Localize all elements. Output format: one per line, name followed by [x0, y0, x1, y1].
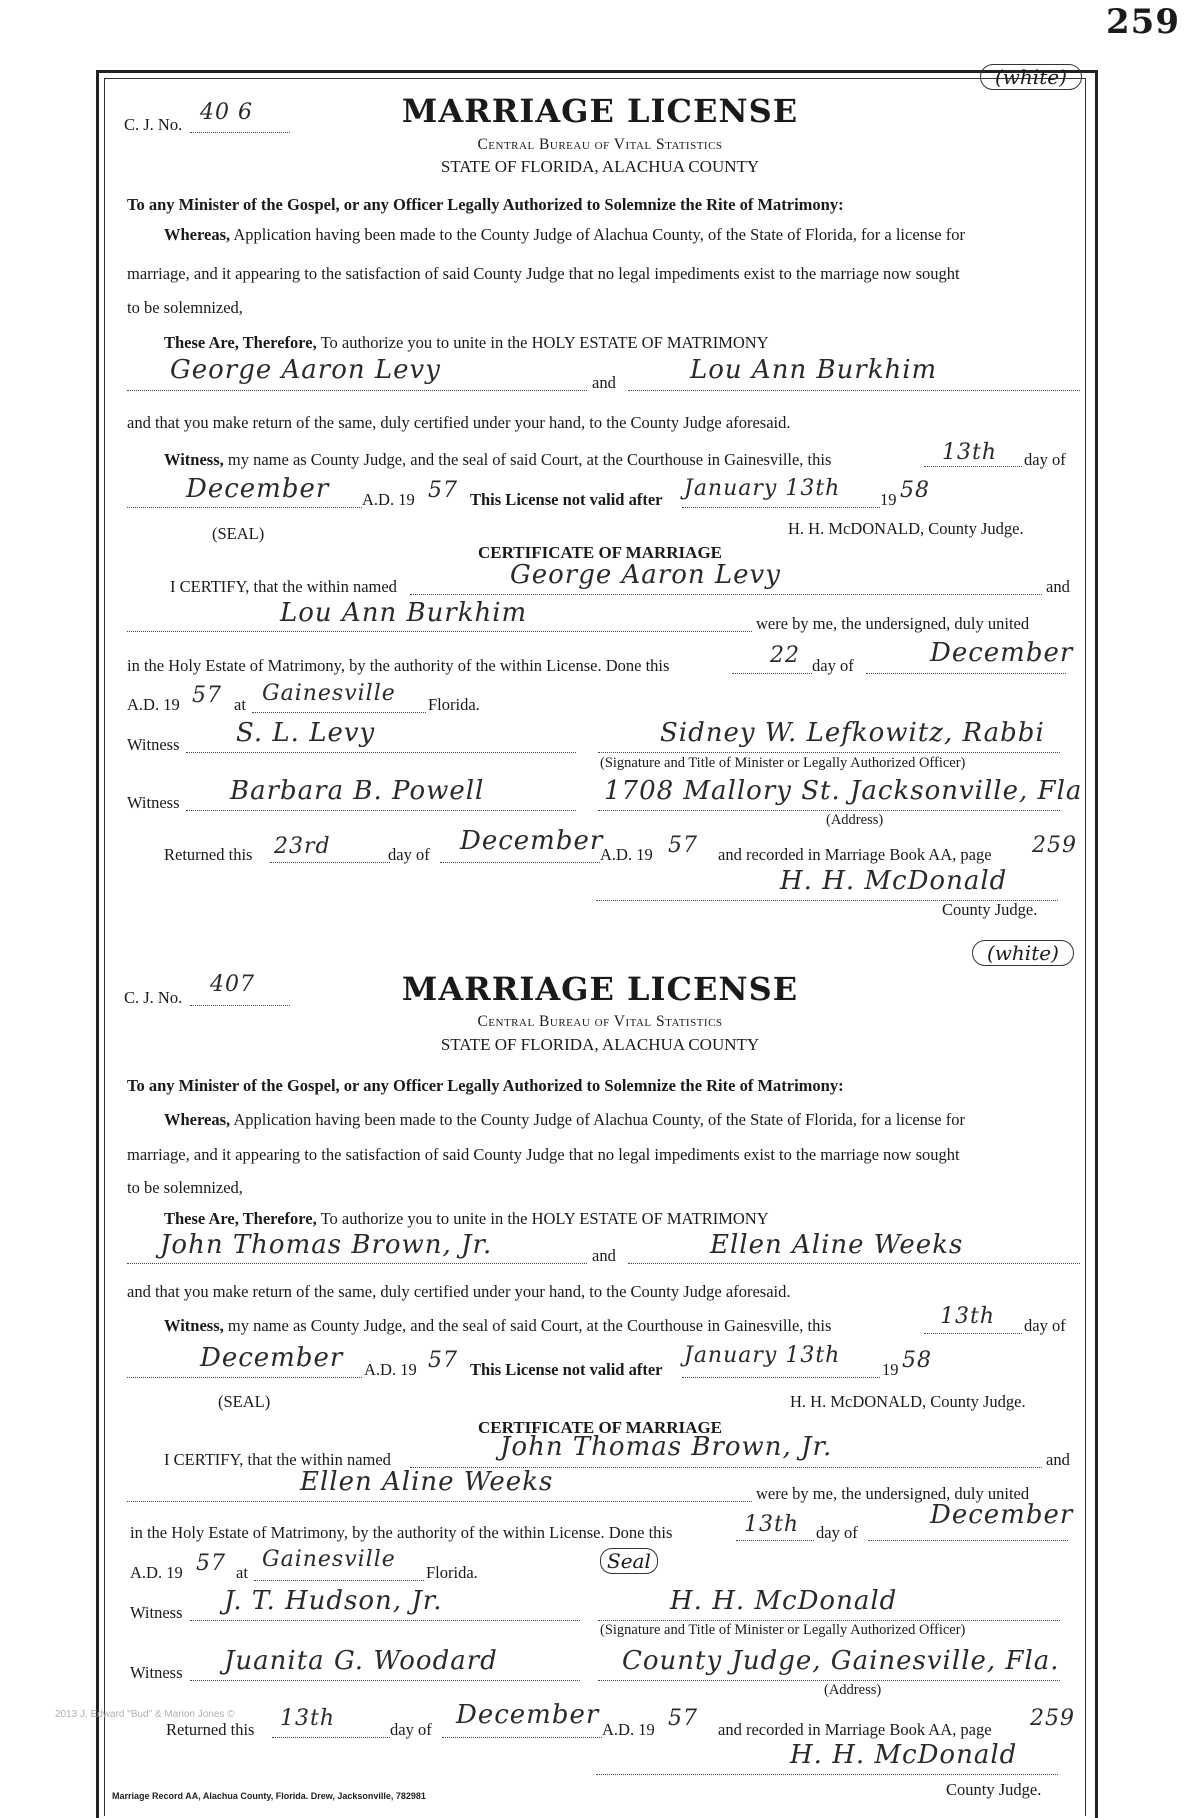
not-valid-text: This License not valid after [470, 490, 663, 509]
day-of-text: day of [1024, 450, 1066, 469]
return-line: and that you make return of the same, duly certified under your hand, to the County Judge aforesaid. [127, 1282, 791, 1301]
expiry-date: January 13th [684, 1343, 841, 1368]
race-note: (white) [980, 64, 1082, 90]
bureau-line: Central Bureau of Vital Statistics [477, 136, 723, 153]
holy-estate-line: in the Holy Estate of Matrimony, by the authority of the within License. Done this [127, 656, 670, 675]
done-day: 22 [770, 643, 800, 668]
county-judge-print: H. H. McDONALD, County Judge. [790, 1392, 1026, 1411]
ad-line: A.D. 19 [127, 695, 180, 714]
expiry-year: 58 [902, 1348, 932, 1373]
cert-bride: Ellen Aline Weeks [300, 1467, 554, 1497]
and-text: and [592, 1246, 616, 1265]
officiant-address: County Judge, Gainesville, Fla. [622, 1646, 1060, 1676]
returned-text: Returned this [164, 845, 253, 864]
cj-label: C. J. No. [124, 115, 183, 134]
returned-month: December [456, 1700, 600, 1730]
whereas-line-3: to be solemnized, [127, 298, 243, 317]
cert-and: and [1046, 577, 1070, 596]
county-judge-caption: County Judge. [942, 900, 1038, 919]
whereas-line-3: to be solemnized, [127, 1178, 243, 1197]
issue-year: 57 [428, 478, 458, 503]
expiry-date: January 13th [684, 476, 841, 501]
done-day: 13th [744, 1512, 800, 1537]
marriage-place: Gainesville [262, 681, 396, 706]
state-line: STATE OF FLORIDA, ALACHUA COUNTY [440, 1035, 760, 1054]
county-judge-caption: County Judge. [946, 1780, 1042, 1799]
certificate-title: CERTIFICATE OF MARRIAGE [477, 1418, 723, 1437]
witness-2-signature: Juanita G. Woodard [224, 1646, 498, 1676]
cert-groom: George Aaron Levy [510, 560, 781, 590]
issue-month: December [200, 1343, 344, 1373]
and-text: and [592, 373, 616, 392]
printer-footer: Marriage Record AA, Alachua County, Florida. Drew, Jacksonville, 782981 [112, 1791, 426, 1801]
cj-number: 40 6 [200, 100, 253, 125]
officiant-signature: Sidney W. Lefkowitz, Rabbi [660, 718, 1045, 748]
done-year: 57 [192, 683, 222, 708]
at-text: at [234, 695, 246, 714]
return-line: and that you make return of the same, duly certified under your hand, to the County Judge aforesaid. [127, 413, 791, 432]
ad-line: A.D. 19 [130, 1563, 183, 1582]
seal-label: (SEAL) [218, 1392, 271, 1411]
returned-month: December [460, 826, 604, 856]
done-day-of: day of [812, 656, 854, 675]
issue-month: December [186, 474, 330, 504]
ad-label: A.D. 19 [362, 490, 415, 509]
copyright-watermark: 2013 J. Edward "Bud" & Marion Jones © [55, 1709, 235, 1720]
done-month: December [930, 1500, 1074, 1530]
witness-line: Witness, my name as County Judge, and the seal of said Court, at the Courthouse in Gainesville, this [164, 450, 832, 469]
witness-2-label: Witness [130, 1663, 183, 1682]
returned-year: 57 [668, 1706, 698, 1731]
these-are-line: These Are, Therefore, To authorize you to unite in the HOLY ESTATE OF MATRIMONY [164, 1209, 769, 1228]
recorded-text: and recorded in Marriage Book AA, page [718, 1720, 992, 1739]
expiry-19: 19 [882, 1360, 899, 1379]
whereas-line-2: marriage, and it appearing to the satisfaction of said County Judge that no legal impediments exist to the marriage now sought [127, 264, 960, 283]
groom-name: John Thomas Brown, Jr. [160, 1230, 493, 1260]
at-text: at [236, 1563, 248, 1582]
license-title: MARRIAGE LICENSE [401, 970, 799, 1008]
record-page: 259 [1030, 1706, 1075, 1731]
whereas-line-1: Whereas, Application having been made to the County Judge of Alachua County, of the State of Florida, for a license for [164, 225, 965, 244]
seal-note: Seal [600, 1548, 658, 1574]
witness-2-label: Witness [127, 793, 180, 812]
county-judge-signature: H. H. McDonald [780, 866, 1008, 896]
officiant-address: 1708 Mallory St. Jacksonville, Fla [604, 776, 1083, 806]
whereas-line-1: Whereas, Application having been made to the County Judge of Alachua County, of the State of Florida, for a license for [164, 1110, 965, 1129]
witness-1-label: Witness [127, 735, 180, 754]
expiry-year: 58 [900, 478, 930, 503]
ad-label: A.D. 19 [364, 1360, 417, 1379]
cj-number: 407 [210, 972, 255, 997]
florida-text: Florida. [426, 1563, 478, 1582]
united-text: were by me, the undersigned, duly united [756, 1484, 1030, 1503]
witness-1-label: Witness [130, 1603, 183, 1622]
record-page: 259 [1032, 833, 1077, 858]
day-of-text: day of [1024, 1316, 1066, 1335]
cert-and: and [1046, 1450, 1070, 1469]
seal-label: (SEAL) [212, 524, 265, 543]
certificate-title: CERTIFICATE OF MARRIAGE [477, 543, 723, 562]
done-day-of: day of [816, 1523, 858, 1542]
returned-day-of: day of [388, 845, 430, 864]
united-text: were by me, the undersigned, duly united [756, 614, 1030, 633]
done-month: December [930, 638, 1074, 668]
issue-day: 13th [942, 440, 998, 465]
returned-day: 23rd [274, 834, 331, 859]
returned-year: 57 [668, 833, 698, 858]
officiant-caption: (Signature and Title of Minister or Legally Authorized Officer) [600, 755, 966, 771]
returned-ad: A.D. 19 [602, 1720, 655, 1739]
bureau-line: Central Bureau of Vital Statistics [477, 1013, 723, 1030]
these-are-line: These Are, Therefore, To authorize you to unite in the HOLY ESTATE OF MATRIMONY [164, 333, 769, 352]
witness-line: Witness, my name as County Judge, and the seal of said Court, at the Courthouse in Gainesville, this [164, 1316, 832, 1335]
returned-text: Returned this [166, 1720, 255, 1739]
witness-2-signature: Barbara B. Powell [230, 776, 485, 806]
county-judge-signature: H. H. McDonald [790, 1740, 1018, 1770]
groom-name: George Aaron Levy [170, 355, 441, 385]
cert-groom: John Thomas Brown, Jr. [500, 1432, 833, 1462]
address-caption: (Address) [824, 1682, 882, 1698]
issue-day: 13th [940, 1304, 996, 1329]
salutation: To any Minister of the Gospel, or any Officer Legally Authorized to Solemnize the Rite of Matrimony: [127, 1076, 844, 1095]
certify-line: I CERTIFY, that the within named [164, 1450, 391, 1469]
address-caption: (Address) [826, 812, 884, 828]
holy-estate-line: in the Holy Estate of Matrimony, by the authority of the within License. Done this [130, 1523, 673, 1542]
race-note: (white) [972, 940, 1074, 966]
cert-bride: Lou Ann Burkhim [280, 598, 528, 628]
florida-text: Florida. [428, 695, 480, 714]
whereas-line-2: marriage, and it appearing to the satisfaction of said County Judge that no legal impediments exist to the marriage now sought [127, 1145, 960, 1164]
cj-label: C. J. No. [124, 988, 183, 1007]
issue-year: 57 [428, 1348, 458, 1373]
county-judge-print: H. H. McDONALD, County Judge. [788, 519, 1024, 538]
recorded-text: and recorded in Marriage Book AA, page [718, 845, 992, 864]
salutation: To any Minister of the Gospel, or any Officer Legally Authorized to Solemnize the Rite of Matrimony: [127, 195, 844, 214]
not-valid-text: This License not valid after [470, 1360, 663, 1379]
officiant-caption: (Signature and Title of Minister or Legally Authorized Officer) [600, 1622, 966, 1638]
bride-name: Ellen Aline Weeks [710, 1230, 964, 1260]
page-number: 259 [1106, 2, 1180, 42]
officiant-signature: H. H. McDonald [670, 1586, 898, 1616]
done-year: 57 [196, 1551, 226, 1576]
returned-day: 13th [280, 1706, 336, 1731]
license-title: MARRIAGE LICENSE [401, 92, 799, 130]
returned-day-of: day of [390, 1720, 432, 1739]
marriage-place: Gainesville [262, 1547, 396, 1572]
expiry-19: 19 [880, 490, 897, 509]
state-line: STATE OF FLORIDA, ALACHUA COUNTY [440, 157, 760, 176]
witness-1-signature: S. L. Levy [236, 718, 376, 748]
witness-1-signature: J. T. Hudson, Jr. [224, 1586, 443, 1616]
bride-name: Lou Ann Burkhim [690, 355, 938, 385]
returned-ad: A.D. 19 [600, 845, 653, 864]
certify-line: I CERTIFY, that the within named [170, 577, 397, 596]
